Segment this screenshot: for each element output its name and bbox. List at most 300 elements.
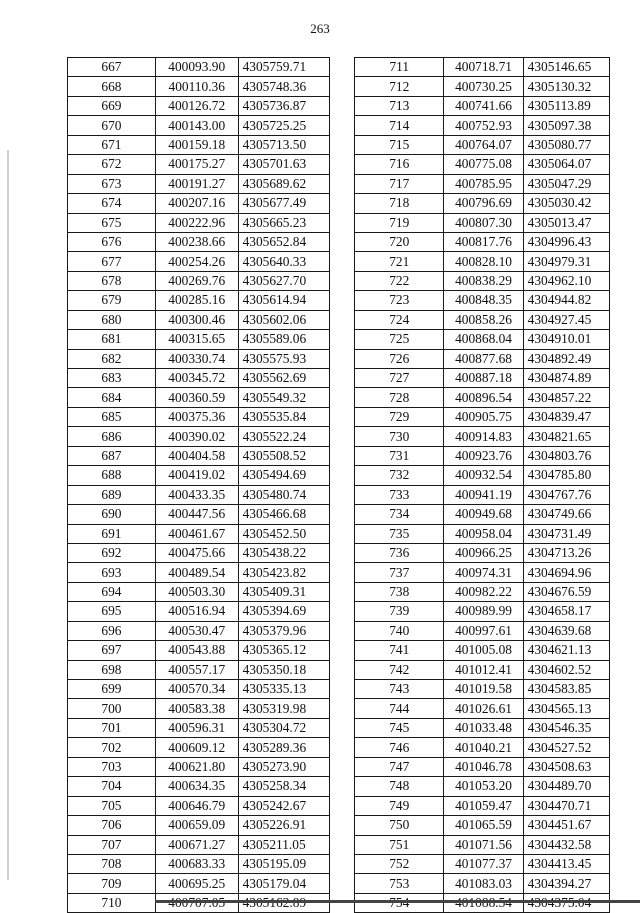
- point-number-cell: 683: [68, 369, 156, 388]
- table-row: [68, 135, 330, 154]
- y-coordinate-cell: 4305562.69: [238, 369, 329, 388]
- table-row: [68, 777, 330, 796]
- y-coordinate-cell: 4305575.93: [238, 349, 329, 368]
- x-coordinate-cell: 401026.61: [444, 699, 523, 718]
- table-row: [68, 116, 330, 135]
- point-number-cell: 736: [355, 543, 444, 562]
- y-coordinate-cell: 4304639.68: [523, 621, 609, 640]
- x-coordinate-cell: 400609.12: [155, 738, 238, 757]
- table-row: [68, 194, 330, 213]
- x-coordinate-cell: 401059.47: [444, 796, 523, 815]
- table-row: [355, 466, 610, 485]
- point-number-cell: 721: [355, 252, 444, 271]
- point-number-cell: 682: [68, 349, 156, 368]
- y-coordinate-cell: 4305494.69: [238, 466, 329, 485]
- table-row: [68, 407, 330, 426]
- table-row: [68, 349, 330, 368]
- y-coordinate-cell: 4305640.33: [238, 252, 329, 271]
- table-row: [68, 232, 330, 251]
- x-coordinate-cell: 401046.78: [444, 757, 523, 776]
- coordinates-table-right: [354, 57, 610, 913]
- y-coordinate-cell: 4304565.13: [523, 699, 609, 718]
- point-number-cell: 723: [355, 291, 444, 310]
- point-number-cell: 680: [68, 310, 156, 329]
- y-coordinate-cell: 4305614.94: [238, 291, 329, 310]
- y-coordinate-cell: 4304508.63: [523, 757, 609, 776]
- table-row: [68, 155, 330, 174]
- table-body-left: [68, 58, 330, 913]
- point-number-cell: 710: [68, 893, 156, 912]
- table-row: [355, 582, 610, 601]
- point-number-cell: 707: [68, 835, 156, 854]
- x-coordinate-cell: 400557.17: [155, 660, 238, 679]
- x-coordinate-cell: 400634.35: [155, 777, 238, 796]
- table-row: [355, 660, 610, 679]
- point-number-cell: 679: [68, 291, 156, 310]
- x-coordinate-cell: 400222.96: [155, 213, 238, 232]
- y-coordinate-cell: 4304602.52: [523, 660, 609, 679]
- x-coordinate-cell: 400764.07: [444, 135, 523, 154]
- table-row: [68, 369, 330, 388]
- table-row: [68, 213, 330, 232]
- x-coordinate-cell: 401040.21: [444, 738, 523, 757]
- x-coordinate-cell: 400596.31: [155, 718, 238, 737]
- table-row: [68, 485, 330, 504]
- x-coordinate-cell: 400315.65: [155, 330, 238, 349]
- y-coordinate-cell: 4305627.70: [238, 271, 329, 290]
- x-coordinate-cell: 400775.08: [444, 155, 523, 174]
- point-number-cell: 686: [68, 427, 156, 446]
- point-number-cell: 751: [355, 835, 444, 854]
- table-row: [355, 738, 610, 757]
- y-coordinate-cell: 4305452.50: [238, 524, 329, 543]
- point-number-cell: 696: [68, 621, 156, 640]
- table-row: [355, 835, 610, 854]
- table-row: [355, 680, 610, 699]
- x-coordinate-cell: 400360.59: [155, 388, 238, 407]
- y-coordinate-cell: 4304821.65: [523, 427, 609, 446]
- y-coordinate-cell: 4304857.22: [523, 388, 609, 407]
- table-row: [355, 116, 610, 135]
- point-number-cell: 670: [68, 116, 156, 135]
- point-number-cell: 713: [355, 96, 444, 115]
- point-number-cell: 675: [68, 213, 156, 232]
- y-coordinate-cell: 4305211.05: [238, 835, 329, 854]
- y-coordinate-cell: 4304394.27: [523, 874, 609, 893]
- point-number-cell: 711: [355, 58, 444, 77]
- point-number-cell: 688: [68, 466, 156, 485]
- y-coordinate-cell: 4305713.50: [238, 135, 329, 154]
- x-coordinate-cell: 400958.04: [444, 524, 523, 543]
- table-row: [355, 369, 610, 388]
- point-number-cell: 714: [355, 116, 444, 135]
- x-coordinate-cell: 400433.35: [155, 485, 238, 504]
- table-row: [355, 194, 610, 213]
- table-row: [355, 349, 610, 368]
- point-number-cell: 750: [355, 816, 444, 835]
- x-coordinate-cell: 400419.02: [155, 466, 238, 485]
- x-coordinate-cell: 400159.18: [155, 135, 238, 154]
- table-row: [355, 699, 610, 718]
- y-coordinate-cell: 4304676.59: [523, 582, 609, 601]
- bottom-border-line: [155, 900, 640, 903]
- point-number-cell: 690: [68, 505, 156, 524]
- x-coordinate-cell: 400269.76: [155, 271, 238, 290]
- y-coordinate-cell: 4304944.82: [523, 291, 609, 310]
- table-row: [355, 505, 610, 524]
- table-row: [355, 874, 610, 893]
- x-coordinate-cell: 400896.54: [444, 388, 523, 407]
- table-row: [355, 563, 610, 582]
- point-number-cell: 678: [68, 271, 156, 290]
- y-coordinate-cell: 4304546.35: [523, 718, 609, 737]
- table-row: [68, 816, 330, 835]
- y-coordinate-cell: 4304489.70: [523, 777, 609, 796]
- table-row: [68, 271, 330, 290]
- table-row: [355, 291, 610, 310]
- table-row: [355, 446, 610, 465]
- y-coordinate-cell: 4305701.63: [238, 155, 329, 174]
- x-coordinate-cell: 400989.99: [444, 602, 523, 621]
- y-coordinate-cell: 4305013.47: [523, 213, 609, 232]
- x-coordinate-cell: 400110.36: [155, 77, 238, 96]
- table-row: [68, 796, 330, 815]
- y-coordinate-cell: 4305064.07: [523, 155, 609, 174]
- point-number-cell: 715: [355, 135, 444, 154]
- table-row: [68, 505, 330, 524]
- point-number-cell: 725: [355, 330, 444, 349]
- x-coordinate-cell: 400914.83: [444, 427, 523, 446]
- x-coordinate-cell: 400905.75: [444, 407, 523, 426]
- y-coordinate-cell: 4305047.29: [523, 174, 609, 193]
- y-coordinate-cell: 4304413.45: [523, 854, 609, 873]
- coordinates-table-left: [67, 57, 330, 913]
- x-coordinate-cell: 401077.37: [444, 854, 523, 873]
- y-coordinate-cell: 4305130.32: [523, 77, 609, 96]
- x-coordinate-cell: 400238.66: [155, 232, 238, 251]
- point-number-cell: 698: [68, 660, 156, 679]
- table-row: [68, 563, 330, 582]
- y-coordinate-cell: 4305480.74: [238, 485, 329, 504]
- x-coordinate-cell: 400858.26: [444, 310, 523, 329]
- point-number-cell: 728: [355, 388, 444, 407]
- table-row: [355, 602, 610, 621]
- y-coordinate-cell: 4305179.04: [238, 874, 329, 893]
- x-coordinate-cell: 401053.20: [444, 777, 523, 796]
- x-coordinate-cell: 401019.58: [444, 680, 523, 699]
- point-number-cell: 695: [68, 602, 156, 621]
- y-coordinate-cell: 4305466.68: [238, 505, 329, 524]
- y-coordinate-cell: 4305113.89: [523, 96, 609, 115]
- point-number-cell: 735: [355, 524, 444, 543]
- point-number-cell: 689: [68, 485, 156, 504]
- table-row: [355, 310, 610, 329]
- y-coordinate-cell: 4305350.18: [238, 660, 329, 679]
- table-row: [68, 252, 330, 271]
- y-coordinate-cell: 4305379.96: [238, 621, 329, 640]
- y-coordinate-cell: 4304749.66: [523, 505, 609, 524]
- x-coordinate-cell: 400966.25: [444, 543, 523, 562]
- x-coordinate-cell: [444, 893, 523, 912]
- point-number-cell: 712: [355, 77, 444, 96]
- point-number-cell: 705: [68, 796, 156, 815]
- point-number-cell: 702: [68, 738, 156, 757]
- point-number-cell: 668: [68, 77, 156, 96]
- x-coordinate-cell: 400489.54: [155, 563, 238, 582]
- table-row: [68, 77, 330, 96]
- y-coordinate-cell: 4305677.49: [238, 194, 329, 213]
- x-coordinate-cell: 400475.66: [155, 543, 238, 562]
- table-row: [355, 854, 610, 873]
- x-coordinate-cell: 400974.31: [444, 563, 523, 582]
- x-coordinate-cell: 400300.46: [155, 310, 238, 329]
- y-coordinate-cell: 4305522.24: [238, 427, 329, 446]
- point-number-cell: 733: [355, 485, 444, 504]
- x-coordinate-cell: 400659.09: [155, 816, 238, 835]
- x-coordinate-cell: 400330.74: [155, 349, 238, 368]
- point-number-cell: 734: [355, 505, 444, 524]
- table-row: [355, 252, 610, 271]
- y-coordinate-cell: 4305602.06: [238, 310, 329, 329]
- x-coordinate-cell: 400730.25: [444, 77, 523, 96]
- y-coordinate-cell: 4304767.76: [523, 485, 609, 504]
- x-coordinate-cell: 400447.56: [155, 505, 238, 524]
- x-coordinate-cell: 400375.36: [155, 407, 238, 426]
- x-coordinate-cell: 400752.93: [444, 116, 523, 135]
- point-number-cell: 684: [68, 388, 156, 407]
- y-coordinate-cell: 4305226.91: [238, 816, 329, 835]
- y-coordinate-cell: 4304694.96: [523, 563, 609, 582]
- point-number-cell: 746: [355, 738, 444, 757]
- y-coordinate-cell: 4305589.06: [238, 330, 329, 349]
- x-coordinate-cell: 401012.41: [444, 660, 523, 679]
- point-number-cell: 704: [68, 777, 156, 796]
- table-row: [355, 893, 610, 912]
- y-coordinate-cell: 4305409.31: [238, 582, 329, 601]
- y-coordinate-cell: 4305665.23: [238, 213, 329, 232]
- x-coordinate-cell: 400848.35: [444, 291, 523, 310]
- y-coordinate-cell: 4305097.38: [523, 116, 609, 135]
- point-number-cell: 706: [68, 816, 156, 835]
- y-coordinate-cell: 4305258.34: [238, 777, 329, 796]
- x-coordinate-cell: 400191.27: [155, 174, 238, 193]
- point-number-cell: 691: [68, 524, 156, 543]
- y-coordinate-cell: 4305195.09: [238, 854, 329, 873]
- y-coordinate-cell: 4305508.52: [238, 446, 329, 465]
- y-coordinate-cell: 4304731.49: [523, 524, 609, 543]
- x-coordinate-cell: 400461.67: [155, 524, 238, 543]
- table-row: [355, 485, 610, 504]
- page-number: 263: [310, 21, 330, 36]
- table-row: [355, 796, 610, 815]
- table-row: [68, 96, 330, 115]
- x-coordinate-cell: 400741.66: [444, 96, 523, 115]
- table-row: [68, 446, 330, 465]
- x-coordinate-cell: 401071.56: [444, 835, 523, 854]
- point-number-cell: 753: [355, 874, 444, 893]
- x-coordinate-cell: 400671.27: [155, 835, 238, 854]
- point-number-cell: 709: [68, 874, 156, 893]
- table-row: [68, 543, 330, 562]
- y-coordinate-cell: 4304874.89: [523, 369, 609, 388]
- table-body-right: [355, 58, 610, 913]
- point-number-cell: 685: [68, 407, 156, 426]
- point-number-cell: 743: [355, 680, 444, 699]
- table-row: [68, 291, 330, 310]
- y-coordinate-cell: 4304927.45: [523, 310, 609, 329]
- y-coordinate-cell: 4304839.47: [523, 407, 609, 426]
- x-coordinate-cell: 401083.03: [444, 874, 523, 893]
- x-coordinate-cell: 400621.80: [155, 757, 238, 776]
- table-row: [68, 854, 330, 873]
- x-coordinate-cell: 400796.69: [444, 194, 523, 213]
- table-row: [68, 680, 330, 699]
- table-row: [355, 213, 610, 232]
- table-row: [355, 388, 610, 407]
- table-row: [355, 232, 610, 251]
- point-number-cell: 701: [68, 718, 156, 737]
- point-number-cell: 677: [68, 252, 156, 271]
- y-coordinate-cell: 4304996.43: [523, 232, 609, 251]
- y-coordinate-cell: 4304470.71: [523, 796, 609, 815]
- point-number-cell: 676: [68, 232, 156, 251]
- x-coordinate-cell: 400583.38: [155, 699, 238, 718]
- x-coordinate-cell: 400838.29: [444, 271, 523, 290]
- point-number-cell: 744: [355, 699, 444, 718]
- point-number-cell: 673: [68, 174, 156, 193]
- x-coordinate-cell: 400646.79: [155, 796, 238, 815]
- table-row: [68, 738, 330, 757]
- x-coordinate-cell: 400175.27: [155, 155, 238, 174]
- y-coordinate-cell: 4304910.01: [523, 330, 609, 349]
- x-coordinate-cell: 400923.76: [444, 446, 523, 465]
- y-coordinate-cell: 4305146.65: [523, 58, 609, 77]
- table-row: [355, 427, 610, 446]
- point-number-cell: 748: [355, 777, 444, 796]
- table-row: [355, 621, 610, 640]
- point-number-cell: 726: [355, 349, 444, 368]
- x-coordinate-cell: 400941.19: [444, 485, 523, 504]
- table-row: [68, 621, 330, 640]
- point-number-cell: 722: [355, 271, 444, 290]
- y-coordinate-cell: 4304892.49: [523, 349, 609, 368]
- y-coordinate-cell: 4304527.52: [523, 738, 609, 757]
- y-coordinate-cell: 4305652.84: [238, 232, 329, 251]
- table-row: [355, 96, 610, 115]
- table-row: [68, 602, 330, 621]
- x-coordinate-cell: 400285.16: [155, 291, 238, 310]
- point-number-cell: 697: [68, 641, 156, 660]
- y-coordinate-cell: 4305438.22: [238, 543, 329, 562]
- x-coordinate-cell: 400877.68: [444, 349, 523, 368]
- x-coordinate-cell: 400570.34: [155, 680, 238, 699]
- x-coordinate-cell: 400345.72: [155, 369, 238, 388]
- point-number-cell: 687: [68, 446, 156, 465]
- y-coordinate-cell: 4305689.62: [238, 174, 329, 193]
- table-row: [68, 874, 330, 893]
- x-coordinate-cell: 400503.30: [155, 582, 238, 601]
- point-number-cell: 681: [68, 330, 156, 349]
- point-number-cell: 727: [355, 369, 444, 388]
- point-number-cell: 739: [355, 602, 444, 621]
- x-coordinate-cell: 400126.72: [155, 96, 238, 115]
- x-coordinate-cell: 400718.71: [444, 58, 523, 77]
- table-row: [355, 407, 610, 426]
- x-coordinate-cell: 400982.22: [444, 582, 523, 601]
- point-number-cell: 720: [355, 232, 444, 251]
- y-coordinate-cell: 4305304.72: [238, 718, 329, 737]
- y-coordinate-cell: 4305759.71: [238, 58, 329, 77]
- table-row: [355, 77, 610, 96]
- point-number-cell: 730: [355, 427, 444, 446]
- point-number-cell: 708: [68, 854, 156, 873]
- x-coordinate-cell: 400997.61: [444, 621, 523, 640]
- point-number-cell: 699: [68, 680, 156, 699]
- point-number-cell: 724: [355, 310, 444, 329]
- x-coordinate-cell: 400932.54: [444, 466, 523, 485]
- point-number-cell: 738: [355, 582, 444, 601]
- x-coordinate-cell: 400817.76: [444, 232, 523, 251]
- point-number-cell: 672: [68, 155, 156, 174]
- y-coordinate-cell: 4304583.85: [523, 680, 609, 699]
- table-row: [355, 718, 610, 737]
- y-coordinate-cell: 4305080.77: [523, 135, 609, 154]
- table-row: [355, 524, 610, 543]
- x-coordinate-cell: 400516.94: [155, 602, 238, 621]
- table-row: [355, 816, 610, 835]
- point-number-cell: 741: [355, 641, 444, 660]
- y-coordinate-cell: 4305030.42: [523, 194, 609, 213]
- point-number-cell: 700: [68, 699, 156, 718]
- point-number-cell: 749: [355, 796, 444, 815]
- x-coordinate-cell: [155, 893, 238, 912]
- point-number-cell: 718: [355, 194, 444, 213]
- y-coordinate-cell: 4305725.25: [238, 116, 329, 135]
- y-coordinate-cell: 4305736.87: [238, 96, 329, 115]
- table-row: [355, 757, 610, 776]
- table-row: [355, 155, 610, 174]
- point-number-cell: 671: [68, 135, 156, 154]
- point-number-cell: 693: [68, 563, 156, 582]
- y-coordinate-cell: 4305748.36: [238, 77, 329, 96]
- x-coordinate-cell: 400530.47: [155, 621, 238, 640]
- point-number-cell: 667: [68, 58, 156, 77]
- x-coordinate-cell: 400695.25: [155, 874, 238, 893]
- x-coordinate-cell: 400143.00: [155, 116, 238, 135]
- table-row: [68, 835, 330, 854]
- y-coordinate-cell: 4304962.10: [523, 271, 609, 290]
- y-coordinate-cell: 4304451.67: [523, 816, 609, 835]
- x-coordinate-cell: 400868.04: [444, 330, 523, 349]
- table-row: [355, 58, 610, 77]
- table-row: [68, 660, 330, 679]
- table-row: [355, 641, 610, 660]
- x-coordinate-cell: 400207.16: [155, 194, 238, 213]
- x-coordinate-cell: 400683.33: [155, 854, 238, 873]
- point-number-cell: 732: [355, 466, 444, 485]
- y-coordinate-cell: [523, 893, 609, 912]
- table-row: [68, 466, 330, 485]
- point-number-cell: 747: [355, 757, 444, 776]
- x-coordinate-cell: 400828.10: [444, 252, 523, 271]
- table-row: [68, 388, 330, 407]
- y-coordinate-cell: 4305319.98: [238, 699, 329, 718]
- table-row: [355, 777, 610, 796]
- table-row: [355, 135, 610, 154]
- point-number-cell: 731: [355, 446, 444, 465]
- table-row: [355, 174, 610, 193]
- y-coordinate-cell: 4305289.36: [238, 738, 329, 757]
